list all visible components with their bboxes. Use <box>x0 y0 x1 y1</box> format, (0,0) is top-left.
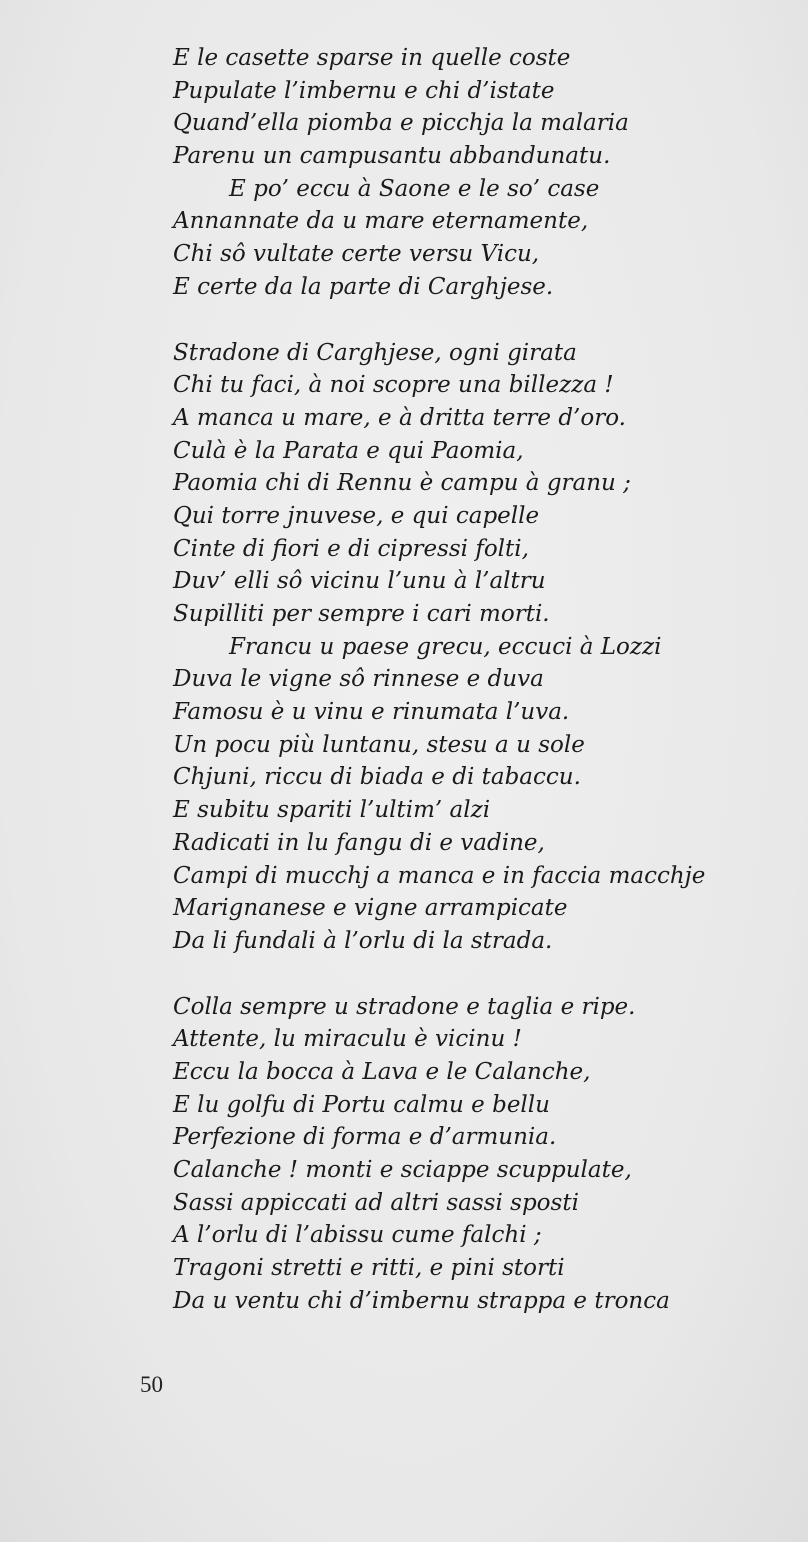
poem-line: E le casette sparse in quelle coste <box>173 45 571 71</box>
poem-line: Parenu un campusantu abbandunatu. <box>173 143 611 170</box>
poem-line: A manca u mare, e à dritta terre d’oro. <box>173 404 626 431</box>
poem-line: Attente, lu miraculu è vicinu ! <box>173 1026 522 1053</box>
poem-line: Sassi appiccati ad altri sassi sposti <box>173 1189 579 1216</box>
stanza-gap <box>173 304 773 337</box>
poem-line: Chjuni, riccu di biada e di tabaccu. <box>173 764 581 791</box>
poem-line: Un pocu più luntanu, stesu a u sole <box>173 731 585 758</box>
poem-line: Annannate da u mare eternamente, <box>173 208 589 235</box>
poem-line: E certe da la parte di Carghjese. <box>173 273 554 300</box>
poem-line: Francu u paese grecu, eccuci à Lozzi <box>229 633 662 660</box>
poem-line: Radicati in lu fangu di e vadine, <box>173 829 545 856</box>
poem-line: Stradone di Carghjese, ogni girata <box>173 339 577 366</box>
poem-line: Pupulate l’imbernu e chi d’istate <box>173 77 555 104</box>
poem-line: A l’orlu di l’abissu cume falchi ; <box>173 1222 542 1249</box>
poem-line: Tragoni stretti e ritti, e pini storti <box>173 1255 565 1282</box>
poem-line: Marignanese e vigne arrampicate <box>173 895 568 922</box>
poem-line: E subitu spariti l’ultim’ alzi <box>173 797 491 824</box>
stanza-3 <box>173 991 773 1318</box>
poem-line: Da u ventu chi d’imbernu strappa e tronca <box>173 1287 670 1314</box>
poem-line: Eccu la bocca à Lava e le Calanche, <box>173 1058 591 1085</box>
poem-line: Duva le vigne sô rinnese e duva <box>173 666 544 693</box>
stanza-2 <box>173 337 773 958</box>
poem-line: Calanche ! monti e sciappe scuppulate, <box>173 1157 632 1183</box>
poem-line: Perfezione di forma e d’armunia. <box>173 1124 557 1151</box>
poem-line: E lu golfu di Portu calmu e bellu <box>173 1091 550 1118</box>
stanza-1 <box>173 42 773 304</box>
poem-line: Colla sempre u stradone e taglia e ripe. <box>173 993 636 1020</box>
poem-line: Campi di mucchj a manca e in faccia macchje <box>173 862 706 889</box>
poem-line: Da li fundali à l’orlu di la strada. <box>173 927 553 954</box>
poem-text <box>173 42 773 1317</box>
stanza-gap <box>173 958 773 991</box>
poem-line: Culà è la Parata e qui Paomia, <box>173 437 524 464</box>
page-number: 50 <box>140 1372 163 1397</box>
poem-line: Qui torre jnuvese, e qui capelle <box>173 502 540 529</box>
poem-line: Cinte di fiori e di cipressi folti, <box>173 535 529 562</box>
poem-line: E po’ eccu à Saone e le so’ case <box>229 175 600 202</box>
poem-line: Supilliti per sempre i cari morti. <box>173 601 550 627</box>
poem-line: Chi sô vultate certe versu Vicu, <box>173 241 540 268</box>
poem-line: Quand’ella piomba e picchja la malaria <box>173 110 629 137</box>
poem-line: Famosu è u vinu e rinumata l’uva. <box>173 699 570 726</box>
poem-line: Duv’ elli sô vicinu l’unu à l’altru <box>173 568 546 595</box>
poem-line: Chi tu faci, à noi scopre una billezza ! <box>173 372 614 399</box>
poem-line: Paomia chi di Rennu è campu à granu ; <box>173 470 631 497</box>
